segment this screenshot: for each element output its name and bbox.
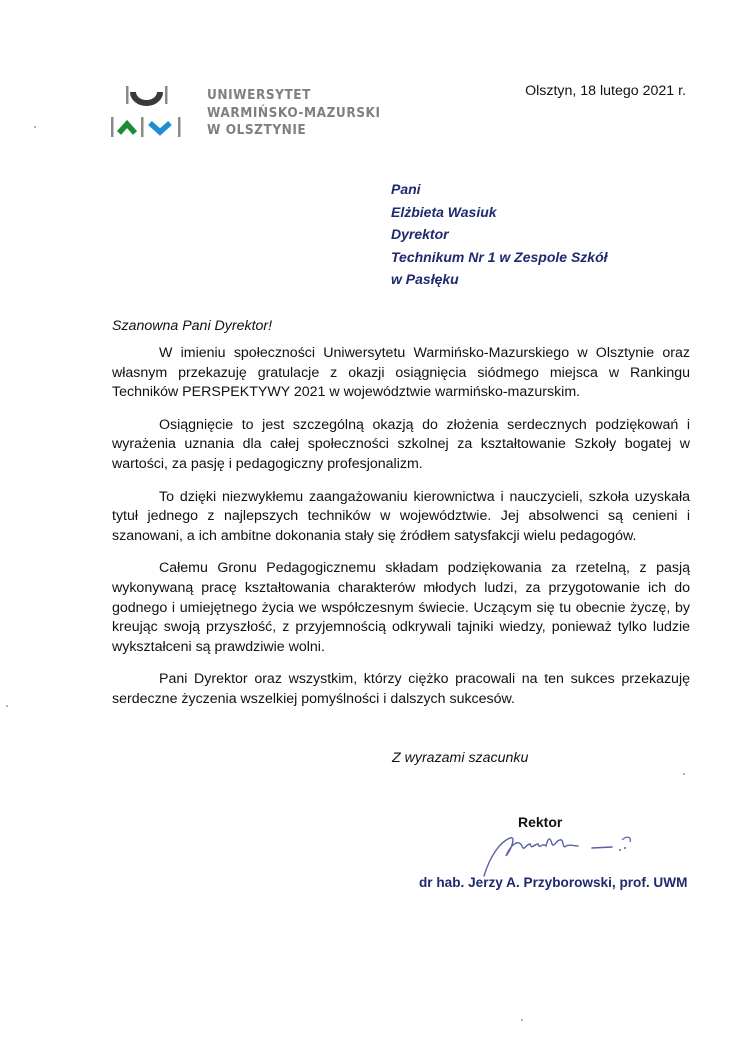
university-name-line: WARMIŃSKO-MAZURSKI: [207, 105, 381, 121]
body-paragraph: Pani Dyrektor oraz wszystkim, którzy ciężko pracowali na ten sukces przekazuję serdeczne życzenia wszelkiej pomyślności i dalszych sukcesów.: [112, 671, 690, 707]
recipient-line: Pani: [391, 181, 421, 197]
body-paragraph: Całemu Gronu Pedagogicznemu składam podziękowania za rzetelną, z pasją wykonywaną pracę kształtowania charakterów młodych ludzi, za przygotowanie ich do godnego i umiejętnego życia we współczesnym świecie. Uczącym się tu obecnie życzę, by kreując swoją przyszłość, z przyjemnością odkrywali tajniki wiedzy, ponieważ tylko ludzie wykształceni są prawdziwie wolni.: [112, 560, 690, 655]
scan-speck: [6, 705, 8, 707]
university-name-line: W OLSZTYNIE: [207, 123, 307, 139]
body-paragraph: W imieniu społeczności Uniwersytetu Warmińsko-Mazurskiego w Olsztynie oraz własnym przekazuję gratulacje z okazji osiągnięcia siódmego miejsca w Rankingu Techników PERSPEKTYWY 2021 w województwie warmińsko-mazurskim.: [112, 345, 690, 401]
recipient-title: Dyrektor: [391, 226, 449, 242]
signer-name: dr hab. Jerzy A. Przyborowski, prof. UWM: [419, 875, 688, 890]
signer-role: Rektor: [518, 814, 563, 830]
body-paragraph: To dzięki niezwykłemu zaangażowaniu kierownictwa i nauczycieli, szkoła uzyskała tytuł jednego z najlepszych techników w województwie. Jej absolwenci są cenieni i szanowani, a ich ambitne dokonania stały się źródłem satysfakcji wielu pedagogów.: [112, 488, 690, 544]
university-name-line: UNIWERSYTET: [207, 88, 311, 103]
scan-speck: [521, 1019, 523, 1021]
letter-body: [112, 344, 690, 723]
scan-speck: [683, 773, 685, 775]
closing-phrase: Z wyrazami szacunku: [392, 750, 529, 766]
university-name: [207, 87, 396, 140]
uwm-logo-icon: [110, 84, 190, 144]
recipient-address: [391, 178, 608, 291]
scan-speck: [34, 126, 36, 128]
letter-date: Olsztyn, 18 lutego 2021 r.: [525, 83, 686, 99]
body-paragraph: Osiągnięcie to jest szczególną okazją do złożenia serdecznych podziękowań i wyrażenia uznania dla całej społeczności szkolnej za kształtowanie Szkoły bogatej w wartości, za pasję i pedagogiczny profesjonalizm.: [112, 416, 690, 472]
recipient-institution: Technikum Nr 1 w Zespole Szkół: [391, 248, 608, 265]
recipient-location: w Pasłęku: [391, 271, 459, 287]
recipient-name: Elżbieta Wasiuk: [391, 203, 497, 220]
salutation: Szanowna Pani Dyrektor!: [112, 318, 273, 334]
